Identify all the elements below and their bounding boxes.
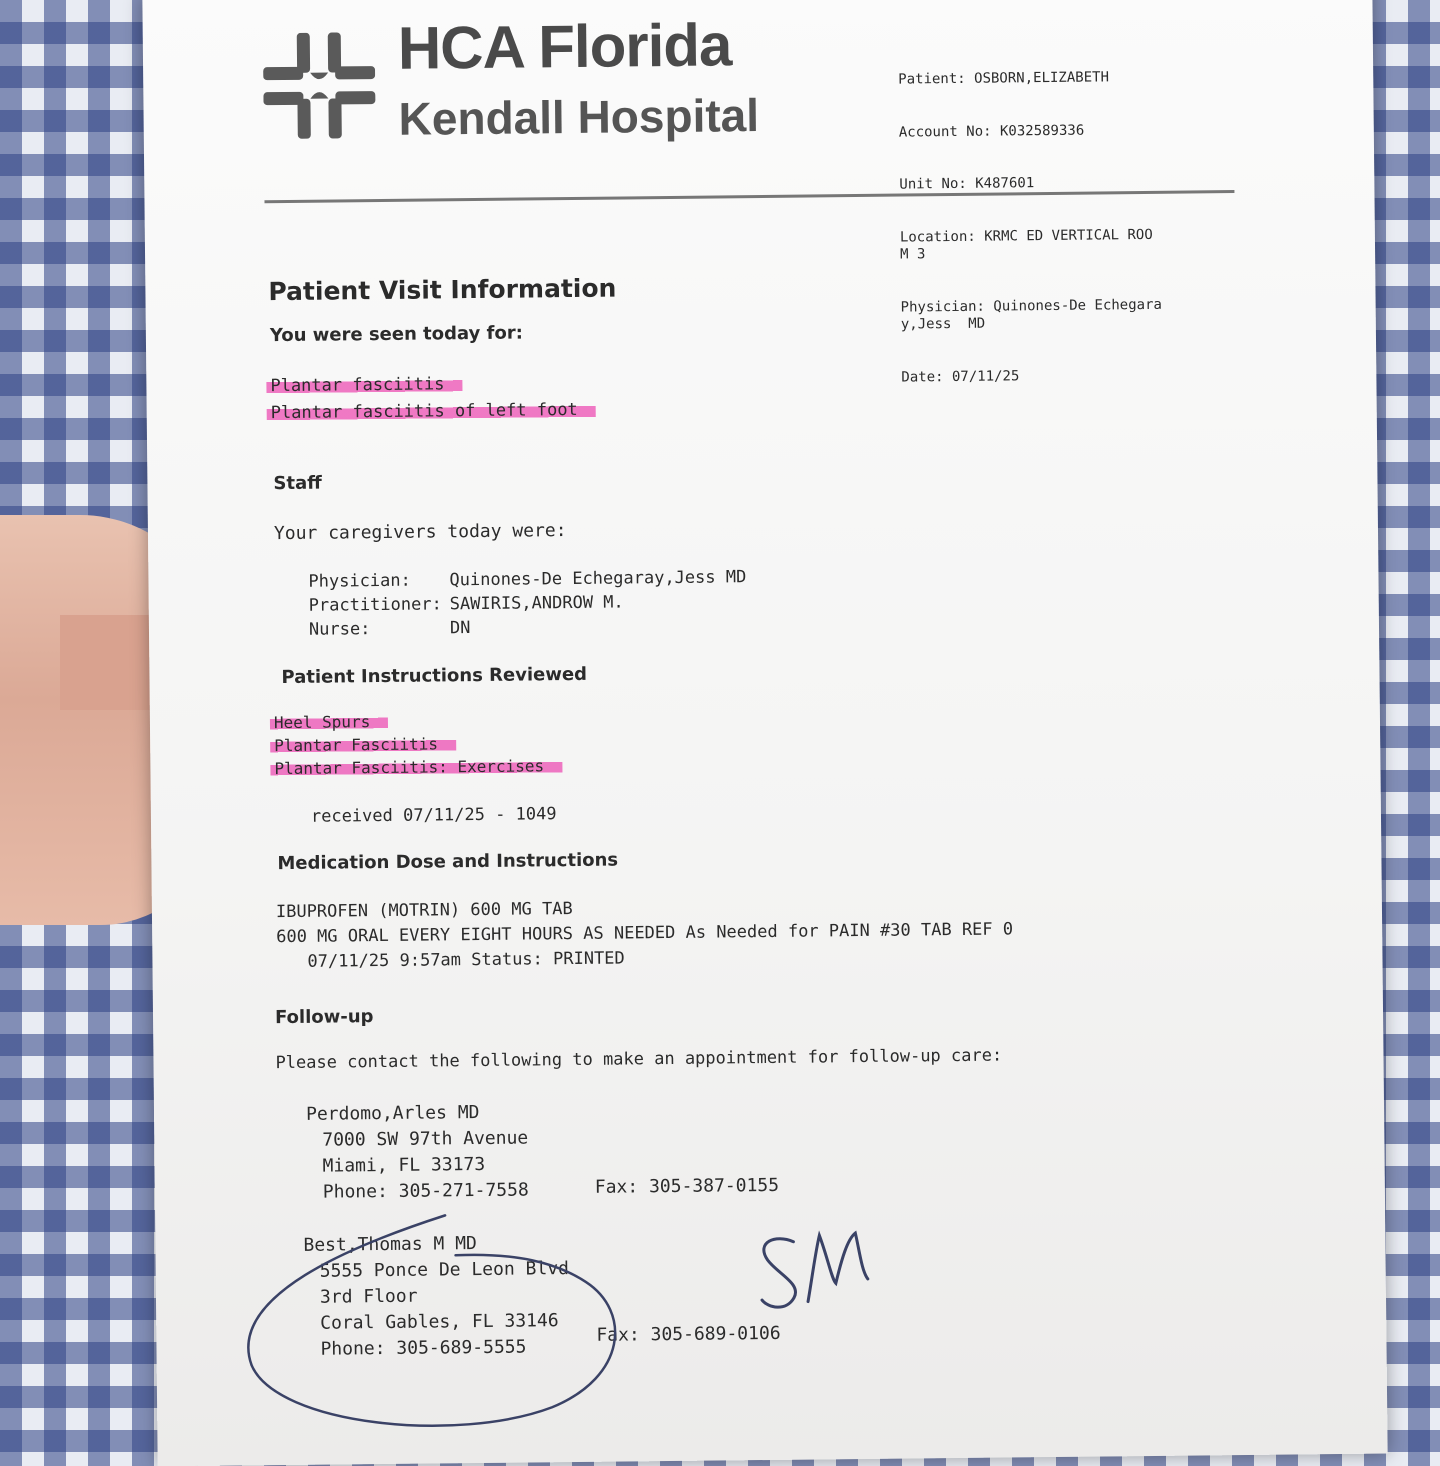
medication-name: IBUPROFEN (MOTRIN) 600 MG TAB: [275, 899, 573, 923]
contact-address: 7000 SW 97th Avenue: [322, 1127, 529, 1151]
location: Location: KRMC ED VERTICAL ROO M 3: [899, 226, 1153, 263]
visit-date: Date: 07/11/25: [901, 367, 1020, 386]
account-number: Account No: K032589336: [898, 122, 1085, 141]
seen-for-label: You were seen today for:: [269, 322, 523, 347]
staff-name: Quinones-De Echegaray,Jess MD: [449, 567, 747, 591]
contact-address: 5555 Ponce De Leon Blvd: [319, 1258, 570, 1282]
contact-fax: Fax: 305-689-0106: [596, 1322, 781, 1346]
diagnosis-item: Plantar fasciitis: [266, 374, 462, 396]
unit-number: Unit No: K487601: [899, 175, 1035, 193]
discharge-paper: [142, 0, 1387, 1466]
instruction-item: Heel Spurs: [270, 712, 389, 732]
instruction-item: Plantar Fasciitis: Exercises: [270, 756, 562, 778]
patient-name: Patient: OSBORN,ELIZABETH: [898, 69, 1110, 88]
instruction-item: Plantar Fasciitis: [270, 734, 456, 755]
medication-dose: 600 MG ORAL EVERY EIGHT HOURS AS NEEDED As Needed for PAIN #30 TAB REF 0: [276, 919, 1014, 948]
staff-role: Physician:: [308, 570, 411, 592]
contact-name: Perdomo,Arles MD: [305, 1102, 480, 1125]
pen-circle-mark: [247, 1214, 616, 1428]
handwriting-layer: [142, 0, 1387, 1466]
followup-title: Follow-up: [274, 1006, 374, 1029]
contact-address: Miami, FL 33173: [322, 1153, 486, 1177]
staff-role: Nurse:: [308, 619, 371, 640]
instructions-title: Patient Instructions Reviewed: [281, 663, 588, 689]
instructions-received: received 07/11/25 - 1049: [310, 804, 557, 827]
medication-title: Medication Dose and Instructions: [277, 849, 619, 875]
staff-name: SAWIRIS,ANDROW M.: [449, 592, 624, 615]
contact-fax: Fax: 305-387-0155: [594, 1174, 780, 1198]
staff-name: DN: [449, 618, 471, 639]
visit-title: Patient Visit Information: [268, 273, 617, 307]
staff-title: Staff: [273, 472, 322, 495]
contact-phone: Phone: 305-689-5555: [320, 1336, 527, 1360]
contact-name: Best,Thomas M MD: [303, 1233, 477, 1256]
diagnosis-item: Plantar fasciitis of left foot: [267, 400, 596, 423]
staff-role: Practitioner:: [308, 594, 442, 616]
followup-intro: Please contact the following to make an appointment for follow-up care:: [275, 1045, 1003, 1074]
contact-address: Coral Gables, FL 33146: [320, 1310, 559, 1334]
caregivers-intro: Your caregivers today were:: [273, 520, 567, 545]
header-physician: Physician: Quinones-De Echegara y,Jess MD: [900, 296, 1162, 333]
hospital-name: HCA Florida: [397, 11, 732, 82]
contact-phone: Phone: 305-271-7558: [322, 1179, 529, 1203]
contact-address: 3rd Floor: [319, 1285, 418, 1308]
medication-status: 07/11/25 9:57am Status: PRINTED: [307, 948, 625, 972]
handwritten-initials: [761, 1233, 868, 1307]
hospital-subname: Kendall Hospital: [398, 89, 760, 145]
